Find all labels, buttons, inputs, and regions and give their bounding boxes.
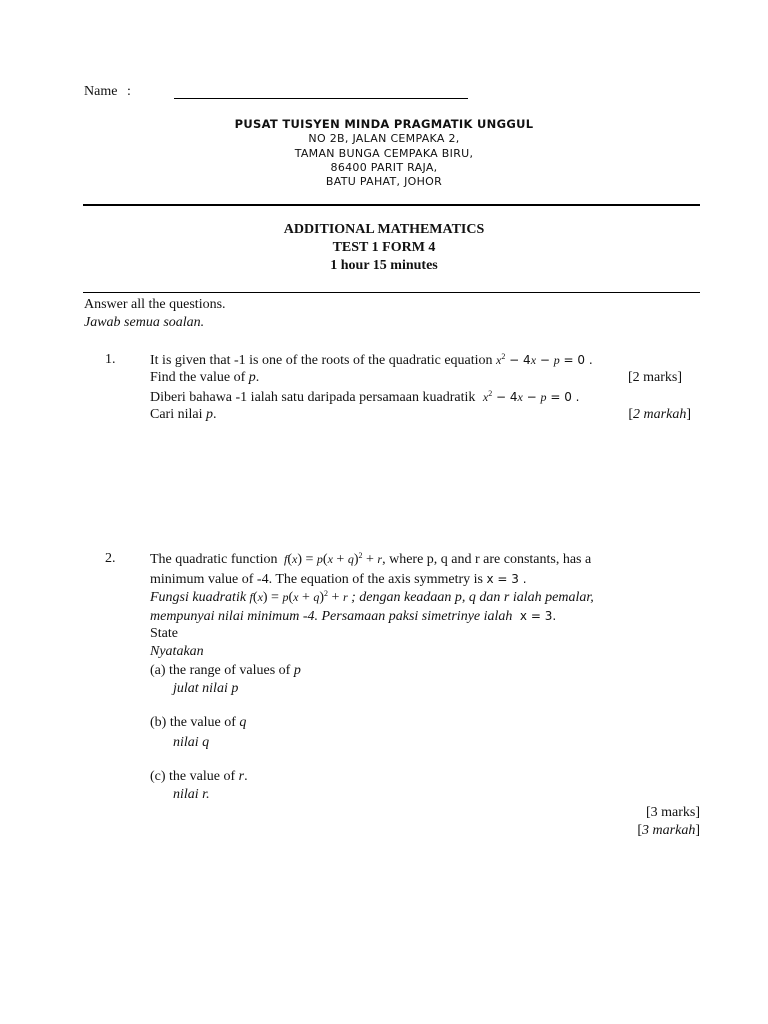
address-line-4: BATU PAHAT, JOHOR — [325, 175, 443, 188]
address-line-1: NO 2B, JALAN CEMPAKA 2, — [308, 132, 460, 145]
q2-part-b-ms: nilai q — [173, 735, 210, 750]
name-colon: : — [126, 84, 131, 99]
header-divider — [83, 204, 700, 206]
q1-line3 — [150, 388, 579, 407]
q1-line2-var: p — [248, 370, 256, 385]
q2-function-2: $f(x) = p(x + q)^2 + r$ — [249, 589, 348, 605]
q2-line2-eq: x = 3 . — [486, 572, 527, 586]
q1-line3-text: Diberi bahawa -1 ialah satu daripada persamaan kuadratik — [150, 390, 476, 405]
q2-part-a-ms: julat nilai p — [173, 681, 239, 696]
name-underline[interactable] — [174, 98, 468, 99]
q2-marks-ms-text: 3 markah — [642, 823, 696, 838]
q1-line4-var: p — [206, 407, 213, 422]
q2-line2 — [150, 570, 527, 589]
q1-marks-ms — [628, 406, 691, 424]
q2-part-b — [150, 714, 246, 732]
q1-line2-end: . — [255, 370, 260, 385]
exam-duration: 1 hour 15 minutes — [330, 258, 438, 273]
q1-line4 — [150, 406, 217, 424]
q2-line1 — [150, 550, 591, 569]
q2-part-c-end: . — [244, 769, 248, 784]
q2-part-c-en: the value of — [169, 769, 236, 784]
q2-part-b-en: the value of — [169, 715, 236, 730]
q2-part-a-var: p — [293, 663, 301, 678]
q2-marks-ms — [637, 822, 700, 840]
q2-line4 — [150, 607, 556, 626]
q1-line2-text: Find the value of — [150, 370, 246, 385]
q2-part-b-var: q — [239, 715, 247, 730]
q2-line2-text: minimum value of -4. The equation of the axis symmetry is — [150, 572, 483, 587]
q2-part-c — [150, 768, 248, 786]
q1-line1 — [150, 351, 593, 370]
q2-line1-b: , where p, q and r are constants, has a — [382, 552, 592, 567]
exam-subject: ADDITIONAL MATHEMATICS — [283, 222, 485, 237]
q2-line4-eq: x = 3. — [519, 609, 557, 623]
q1-marks-ms-open: [ — [628, 407, 634, 422]
exam-test: TEST 1 FORM 4 — [332, 240, 436, 255]
q2-part-c-var: r — [238, 769, 245, 784]
q1-line4-text: Cari nilai — [150, 407, 203, 422]
q1-line1-text: It is given that -1 is one of the roots of the quadratic equation — [150, 353, 493, 368]
q2-state-en: State — [150, 626, 178, 641]
q1-line4-end: . — [213, 407, 217, 422]
institution-title: PUSAT TUISYEN MINDA PRAGMATIK UNGGUL — [234, 117, 534, 131]
q2-function-1: $f(x) = p(x + q)^2 + r$ — [284, 551, 383, 567]
address-line-3: 86400 PARIT RAJA, — [330, 161, 438, 174]
q1-marks-ms-text: 2 markah — [633, 407, 687, 422]
q2-state-ms: Nyatakan — [150, 644, 204, 659]
instruction-en: Answer all the questions. — [84, 297, 226, 312]
q2-part-a-label: (a) — [150, 663, 166, 678]
q1-line2 — [150, 369, 259, 387]
q2-part-c-ms: nilai r. — [173, 787, 210, 802]
title-divider — [83, 292, 700, 293]
q2-marks-en: [3 marks] — [645, 805, 700, 820]
name-label — [84, 83, 131, 101]
q2-line3-b: ; dengan keadaan p, q dan r ialah pemalar, — [351, 590, 594, 605]
q1-marks-en: [2 marks] — [627, 370, 682, 385]
q1-equation-1: $x^2 - 4x - p = 0$ . — [496, 352, 593, 367]
q2-number: 2. — [105, 551, 116, 566]
q1-equation-2: $x^2 - 4x - p = 0$ . — [482, 389, 580, 404]
q1-number: 1. — [105, 352, 116, 367]
q2-line3 — [150, 588, 594, 607]
q2-marks-ms-close: ] — [695, 823, 700, 838]
q2-part-a — [150, 662, 301, 680]
q2-marks-ms-open: [ — [637, 823, 643, 838]
q2-line3-a: Fungsi kuadratik — [150, 590, 247, 605]
q2-line4-text: mempunyai nilai minimum -4. Persamaan paksi simetrinye ialah — [150, 609, 513, 624]
instruction-ms: Jawab semua soalan. — [84, 315, 205, 330]
name-label-text: Name — [84, 84, 118, 99]
address-line-2: TAMAN BUNGA CEMPAKA BIRU, — [294, 147, 474, 160]
q2-part-b-label: (b) — [150, 715, 167, 730]
q2-part-c-label: (c) — [150, 769, 166, 784]
q2-line1-a: The quadratic function — [150, 552, 278, 567]
q1-marks-ms-close: ] — [686, 407, 691, 422]
q2-part-a-en: the range of values of — [169, 663, 291, 678]
